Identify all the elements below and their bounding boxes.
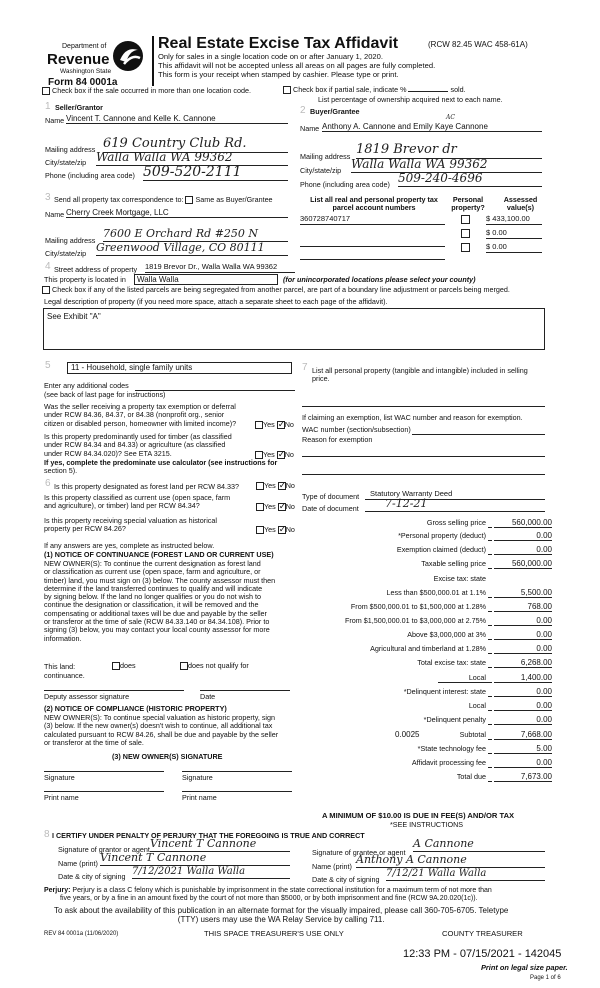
- deputy-signature-label: Deputy assessor signature: [44, 692, 130, 701]
- form-number: Form 84 0001a: [48, 77, 118, 88]
- s5-q1-yes-checkbox[interactable]: [255, 421, 263, 429]
- owner-signature-line-2[interactable]: [182, 766, 292, 772]
- owner-print-line-2[interactable]: [182, 786, 292, 792]
- partial-sale-checkbox[interactable]: [283, 86, 291, 94]
- property-use-select[interactable]: 11 - Household, single family units: [67, 362, 292, 374]
- county-treasurer-label: COUNTY TREASURER: [442, 929, 523, 938]
- codes-instructions: (see back of last page for instructions): [44, 390, 166, 399]
- owner-print-label-2: Print name: [182, 793, 217, 802]
- this-land-label: This land:: [44, 662, 76, 671]
- header-line-1: Only for sales in a single location code on or after January 1, 2020.: [158, 52, 383, 61]
- doc-type-label: Type of document: [302, 492, 360, 501]
- personal-property-field[interactable]: [302, 402, 545, 407]
- tax-row-leader: [488, 554, 492, 555]
- header-divider: [152, 36, 154, 86]
- section-2-number: 2: [300, 105, 306, 116]
- grantee-name-field[interactable]: Anthony A Cannone: [356, 854, 545, 868]
- section-4-number: 4: [45, 261, 51, 272]
- tax-row-value[interactable]: 7,668.00: [494, 730, 552, 740]
- section-8-number: 8: [44, 829, 50, 840]
- tax-row-leader: [488, 696, 492, 697]
- tax-row-label: *Delinquent penalty: [423, 715, 486, 724]
- s6-q1-no-checkbox[interactable]: ✓: [278, 480, 287, 491]
- street-field[interactable]: 1819 Brevor Dr., Walla Walla WA 99362: [145, 263, 295, 273]
- grantee-date-field[interactable]: 7/12/21 Walla Walla: [386, 868, 545, 881]
- s6-q2: Is this property classified as current use (open space, farm and agriculture), or timber) land per RCW 84.34?: [44, 493, 231, 511]
- reason-field[interactable]: [302, 452, 545, 457]
- same-as-buyer-checkbox[interactable]: [185, 196, 193, 204]
- tax-row-value[interactable]: 1,400.00: [494, 673, 552, 683]
- tax-row-label: *State technology fee: [417, 744, 486, 753]
- revenue-logo: Revenue: [47, 51, 110, 68]
- buyer-initials: AC: [446, 114, 455, 121]
- tax-row-label: Exemption claimed (deduct): [396, 545, 486, 554]
- s6-q1-yes-checkbox[interactable]: [256, 482, 264, 490]
- land-does-checkbox[interactable]: [112, 662, 120, 670]
- tax-row-label: Total due: [456, 772, 486, 781]
- tax-row-label: Local: [468, 673, 486, 682]
- tax-row-label: Above $3,000,000 at 3%: [407, 630, 486, 639]
- bla-checkbox[interactable]: [42, 286, 50, 294]
- deputy-date-line[interactable]: [200, 684, 290, 691]
- s6-q1-answer: Yes ✓ No: [256, 482, 295, 490]
- land-doesnot-row: does not qualify for: [180, 662, 249, 670]
- tax-row-label: From $500,000.01 to $1,500,000 at 1.28%: [350, 602, 486, 611]
- tax-row-leader: [488, 568, 492, 569]
- parcel-number-1[interactable]: 360728740717: [300, 215, 445, 225]
- deputy-signature-line[interactable]: [44, 684, 184, 691]
- owner-print-line-1[interactable]: [44, 786, 164, 792]
- form-title: Real Estate Excise Tax Affidavit: [158, 35, 399, 52]
- alternate-format-notice: To ask about the availability of this publication in an alternate format for the visually impaired, please call 360-705-6705. Teletype (TTY) users may use the WA Relay Service by calling 711.: [54, 906, 509, 925]
- header-line-3: This form is your receipt when stamped by cashier. Please type or print.: [158, 70, 399, 79]
- section-2-title: Buyer/Grantee: [310, 107, 360, 116]
- tax-row-leader: [488, 540, 492, 541]
- grantor-name-field[interactable]: Vincent T Cannone: [100, 852, 290, 866]
- assessed-value-3[interactable]: $ 0.00: [486, 243, 542, 253]
- tax-row-leader: [488, 767, 492, 768]
- revision-label: REV 84 0001a (11/06/2020): [44, 931, 119, 937]
- tax-row-label: Total excise tax: state: [417, 658, 486, 667]
- receipt-stamp: 12:33 PM - 07/15/2021 - 142045: [403, 948, 562, 960]
- revenue-logo-icon: [112, 40, 144, 72]
- additional-codes-label: Enter any additional codes: [44, 381, 129, 390]
- tax-row-value[interactable]: 0.00: [494, 644, 552, 654]
- dept-label: Department of: [62, 43, 107, 50]
- personal-checkbox-2[interactable]: [461, 229, 470, 238]
- tax-row-value[interactable]: 6,268.00: [494, 658, 552, 668]
- tax-row-label: Gross selling price: [426, 518, 486, 527]
- s3-name-label: Name: [45, 210, 65, 219]
- location-label: This property is located in: [44, 275, 126, 284]
- wac-label: WAC number (section/subsection): [302, 425, 411, 434]
- tax-row-value[interactable]: 0.00: [494, 630, 552, 640]
- grantee-sig-label: Signature of grantee or agent: [312, 848, 406, 857]
- grantee-name-label: Name (print): [312, 862, 352, 871]
- legal-description-field[interactable]: See Exhibit "A": [43, 308, 545, 350]
- s3-csz-field[interactable]: Greenwood Village, CO 80111: [96, 242, 288, 256]
- s6-q2-yes-checkbox[interactable]: [256, 503, 264, 511]
- minimum-due-note: A MINIMUM OF $10.00 IS DUE IN FEE(S) AND/OR TAX: [322, 811, 515, 820]
- tax-row-label: Affidavit processing fee: [411, 758, 486, 767]
- section-1-title: Seller/Grantor: [55, 103, 103, 112]
- land-does-row: does: [112, 662, 136, 670]
- notice-1-body: NEW OWNER(S): To continue the current designation as forest land or classification as current use (open space, farm and agriculture, or timber) land, you must sign on (3) below. The county assessor must then determine if the land transferred continues to qualify and will indicate by signing below. If the land no longer qualifies or you do not wish to continue the designation or classification, it will be removed and the compensating or additional taxes will be due and payable by the seller or transferor at the time of sale (RCW 84.33.140 or 84.34.108). Prior to signing (3) below, you may contact your local county assessor for more information.: [44, 559, 276, 643]
- wac-field[interactable]: [412, 426, 545, 435]
- personal-checkbox-3[interactable]: [461, 243, 470, 252]
- deputy-date-label: Date: [200, 692, 216, 701]
- seller-name-field[interactable]: Vincent T. Cannone and Kelle K. Cannone: [66, 114, 288, 124]
- tax-row-value[interactable]: 768.00: [494, 602, 552, 612]
- state-label: Washington State: [60, 68, 112, 75]
- doc-date-label: Date of document: [302, 504, 359, 513]
- location-note: (for unincorporated locations please select your county): [283, 275, 476, 284]
- buyer-phone-label: Phone (including area code): [300, 180, 390, 189]
- section-1-number: 1: [45, 101, 51, 112]
- tax-row-leader: [488, 781, 492, 782]
- tax-row-value[interactable]: 560,000.00: [494, 559, 552, 569]
- s6-q2-no-checkbox[interactable]: ✓: [278, 501, 287, 512]
- s6-q3-answer: Yes ✓ No: [256, 526, 295, 534]
- section-6-number: 6: [45, 478, 51, 489]
- treasurer-use-label: THIS SPACE TREASURER'S USE ONLY: [204, 929, 344, 938]
- street-label: Street address of property: [54, 265, 138, 274]
- tax-row-leader: [488, 739, 492, 740]
- local-rate: 0.0025: [395, 730, 420, 739]
- s3-mail-field[interactable]: 7600 E Orchard Rd #250 N: [103, 228, 288, 242]
- s5-q1-no-checkbox[interactable]: ✓: [277, 419, 286, 430]
- tax-row-label: Excise tax: state: [433, 574, 486, 583]
- owner-print-label-1: Print name: [44, 793, 79, 802]
- notice-1-title: (1) NOTICE OF CONTINUANCE (FOREST LAND OR CURRENT USE): [44, 550, 274, 559]
- tax-row-value[interactable]: 5.00: [494, 744, 552, 754]
- perjury-notice: Perjury: Perjury is a class C felony which is punishable by imprisonment in the state correctional institution for a maximum term of not more than five years, or by a fine in an amount fixed by the court of not more than $5000, or by both imprisonment and fine (RCW 9A.20.020(1c)).: [44, 887, 492, 903]
- tax-row-value[interactable]: 0.00: [494, 687, 552, 697]
- buyer-name-field[interactable]: Anthony A. Cannone and Emily Kaye Cannone: [322, 122, 542, 132]
- legal-label: Legal description of property (if you need more space, attach a separate sheet to each page of the affidavit).: [44, 297, 388, 306]
- buyer-csz-label: City/state/zip: [300, 166, 342, 175]
- s6-q2-answer: Yes ✓ No: [256, 503, 295, 511]
- grantor-sig-label: Signature of grantor or agent: [58, 845, 150, 854]
- tax-row-leader: [488, 667, 492, 668]
- tax-row-label: Taxable selling price: [421, 559, 486, 568]
- s5-q2-no-checkbox[interactable]: ✓: [277, 449, 286, 460]
- tax-row-value[interactable]: 560,000.00: [494, 518, 552, 528]
- s6-q3: Is this property receiving special valuation as historical property per RCW 84.26?: [44, 516, 217, 534]
- s5-q1: Was the seller receiving a property tax exemption or deferral under RCW 84.36, 84.37, or 84.38 (nonprofit org., senior citizen or disabled person, homeowner with limited income)?: [44, 402, 237, 428]
- assessed-header: Assessed value(s): [503, 195, 538, 213]
- tax-row-leader: [488, 639, 492, 640]
- doc-date-field[interactable]: 7-12-21: [365, 498, 545, 512]
- s6-q3-yes-checkbox[interactable]: [256, 526, 264, 534]
- certify-statement: I CERTIFY UNDER PENALTY OF PERJURY THAT THE FOREGOING IS TRUE AND CORRECT: [52, 831, 365, 840]
- tax-row-leader: [488, 611, 492, 612]
- tax-row-value[interactable]: 5,500.00: [494, 588, 552, 598]
- s3-name-field[interactable]: Cherry Creek Mortgage, LLC: [66, 208, 288, 218]
- tax-row-value[interactable]: 7,673.00: [494, 772, 552, 782]
- tax-row-leader: [488, 724, 492, 725]
- notice-2-title: (2) NOTICE OF COMPLIANCE (HISTORIC PROPERTY): [44, 704, 227, 713]
- page-number: Page 1 of 6: [530, 975, 561, 981]
- partial-sale-percent[interactable]: [408, 91, 448, 92]
- s5-q2: Is this property predominantly used for timber (as classified under RCW 84.34 and 84.33) or agriculture (as classified under RCW 84.34.020)? See ETA 3215.: [44, 432, 232, 458]
- s6-q1: Is this property designated as forest land per RCW 84.33?: [54, 482, 239, 491]
- percent-note: List percentage of ownership acquired next to each name.: [318, 95, 503, 104]
- s3-mail-label: Mailing address: [45, 236, 96, 245]
- tax-row-leader: [488, 597, 492, 598]
- tax-row-value[interactable]: 0.00: [494, 545, 552, 555]
- section-3-number: 3: [45, 192, 51, 203]
- grantee-signature[interactable]: A Cannone: [413, 838, 545, 852]
- grantor-name-label: Name (print): [58, 859, 98, 868]
- header-line-2: This affidavit will not be accepted unless all areas on all pages are fully completed.: [158, 61, 436, 70]
- seller-mail-field[interactable]: 619 Country Club Rd.: [103, 137, 288, 153]
- personal-header: Personal property?: [451, 195, 485, 213]
- tax-row-value[interactable]: 0.00: [494, 531, 552, 541]
- owner-signature-label-2: Signature: [182, 773, 213, 782]
- owner-signature-label-1: Signature: [44, 773, 75, 782]
- tax-row-leader: [488, 653, 492, 654]
- continuance-label: continuance.: [44, 671, 85, 680]
- partial-sale-row: Check box if partial sale, indicate % sold.: [283, 86, 466, 94]
- parcel-number-2[interactable]: [300, 237, 445, 247]
- assessed-value-2[interactable]: $ 0.00: [486, 229, 542, 239]
- section-7-number: 7: [302, 362, 308, 373]
- tax-row-label: *Personal property (deduct): [398, 531, 486, 540]
- tax-row-leader: [438, 682, 492, 683]
- parcel-number-3[interactable]: [300, 250, 445, 260]
- form-rcw: (RCW 82.45 WAC 458-61A): [428, 40, 528, 49]
- seller-csz-field[interactable]: Walla Walla WA 99362: [96, 151, 288, 166]
- seller-phone-label: Phone (including area code): [45, 171, 135, 180]
- see-instructions: *SEE INSTRUCTIONS: [390, 820, 464, 829]
- seller-mail-label: Mailing address: [45, 145, 96, 154]
- exemption-label: If claiming an exemption, list WAC number and reason for exemption.: [302, 413, 523, 422]
- bla-row: Check box if any of the listed parcels are being segregated from another parcel, are part of a boundary line adjustment or parcels being merged.: [42, 286, 510, 294]
- personal-property-label: List all personal property (tangible and intangible) included in selling price.: [312, 366, 528, 384]
- tax-row-value[interactable]: 0.00: [494, 758, 552, 768]
- buyer-mail-label: Mailing address: [300, 152, 351, 161]
- s6-ifany: If any answers are yes, complete as instructed below.: [44, 541, 215, 550]
- s5-q2-note: If yes, complete the predominate use calculator (see instructions for section 5).: [44, 458, 278, 476]
- parcel-header: List all real and personal property tax parcel account numbers: [310, 195, 438, 213]
- buyer-mail-field[interactable]: 1819 Brevor dr: [356, 143, 542, 159]
- tax-row-label: Subtotal: [459, 730, 486, 739]
- land-doesnot-checkbox[interactable]: [180, 662, 188, 670]
- tax-row-label: From $1,500,000.01 to $3,000,000 at 2.75%: [344, 616, 486, 625]
- seller-phone-field[interactable]: 509-520-2111: [143, 164, 288, 181]
- tax-row-label: Agricultural and timberland at 1.28%: [370, 644, 486, 653]
- reason-field-2[interactable]: [302, 470, 545, 475]
- tax-row-leader: [488, 753, 492, 754]
- grantee-date-label: Date & city of signing: [312, 875, 380, 884]
- multi-location-checkbox[interactable]: [42, 87, 50, 95]
- s3-csz-label: City/state/zip: [45, 249, 87, 258]
- multi-location-checkbox-row: Check box if the sale occurred in more than one location code.: [42, 87, 251, 95]
- tax-row-value[interactable]: 0.00: [494, 715, 552, 725]
- personal-checkbox-1[interactable]: [461, 215, 470, 224]
- seller-csz-label: City/state/zip: [45, 158, 87, 167]
- s5-q1-answer: Yes ✓ No: [255, 421, 294, 429]
- owner-signature-line-1[interactable]: [44, 766, 164, 772]
- tax-row-leader: [488, 527, 492, 528]
- tax-row-leader: [488, 625, 492, 626]
- reason-label: Reason for exemption: [302, 435, 373, 444]
- grantor-signature[interactable]: Vincent T Cannone: [150, 838, 290, 852]
- location-select[interactable]: Walla Walla: [134, 274, 278, 285]
- notice-3-title: (3) NEW OWNER(S) SIGNATURE: [112, 752, 223, 761]
- tax-row-value[interactable]: 0.00: [494, 616, 552, 626]
- tax-row-leader: [488, 710, 492, 711]
- notice-2-body: NEW OWNER(S): To continue special valuation as historic property, sign (3) below. If the new owner(s) doesn't wish to continue, all additional tax calculated pursuant to RCW 84.26, shall be due and payable by the seller or transferor at the time of sale.: [44, 713, 279, 747]
- legal-size-note: Print on legal size paper.: [481, 963, 568, 972]
- tax-row-label: Less than $500,000.01 at 1.1%: [386, 588, 486, 597]
- doc-type-field[interactable]: Statutory Warranty Deed: [365, 490, 545, 500]
- grantor-date-field[interactable]: 7/12/2021 Walla Walla: [132, 866, 290, 879]
- assessed-value-1[interactable]: $ 433,100.00: [486, 215, 542, 225]
- s5-q2-answer: Yes ✓ No: [255, 451, 294, 459]
- send-correspondence-row: Send all property tax correspondence to: Same as Buyer/Grantee: [54, 195, 273, 204]
- tax-row-label: Local: [468, 701, 486, 710]
- s6-q3-no-checkbox[interactable]: ✓: [278, 524, 287, 535]
- tax-row-value[interactable]: 0.00: [494, 701, 552, 711]
- buyer-phone-field[interactable]: 509-240-4696: [398, 172, 542, 187]
- tax-row-label: *Delinquent interest: state: [403, 687, 486, 696]
- buyer-name-label: Name: [300, 124, 320, 133]
- grantor-date-label: Date & city of signing: [58, 872, 126, 881]
- seller-name-label: Name: [45, 116, 65, 125]
- buyer-csz-field[interactable]: Walla Walla WA 99362: [351, 158, 542, 173]
- section-5-number: 5: [45, 360, 51, 371]
